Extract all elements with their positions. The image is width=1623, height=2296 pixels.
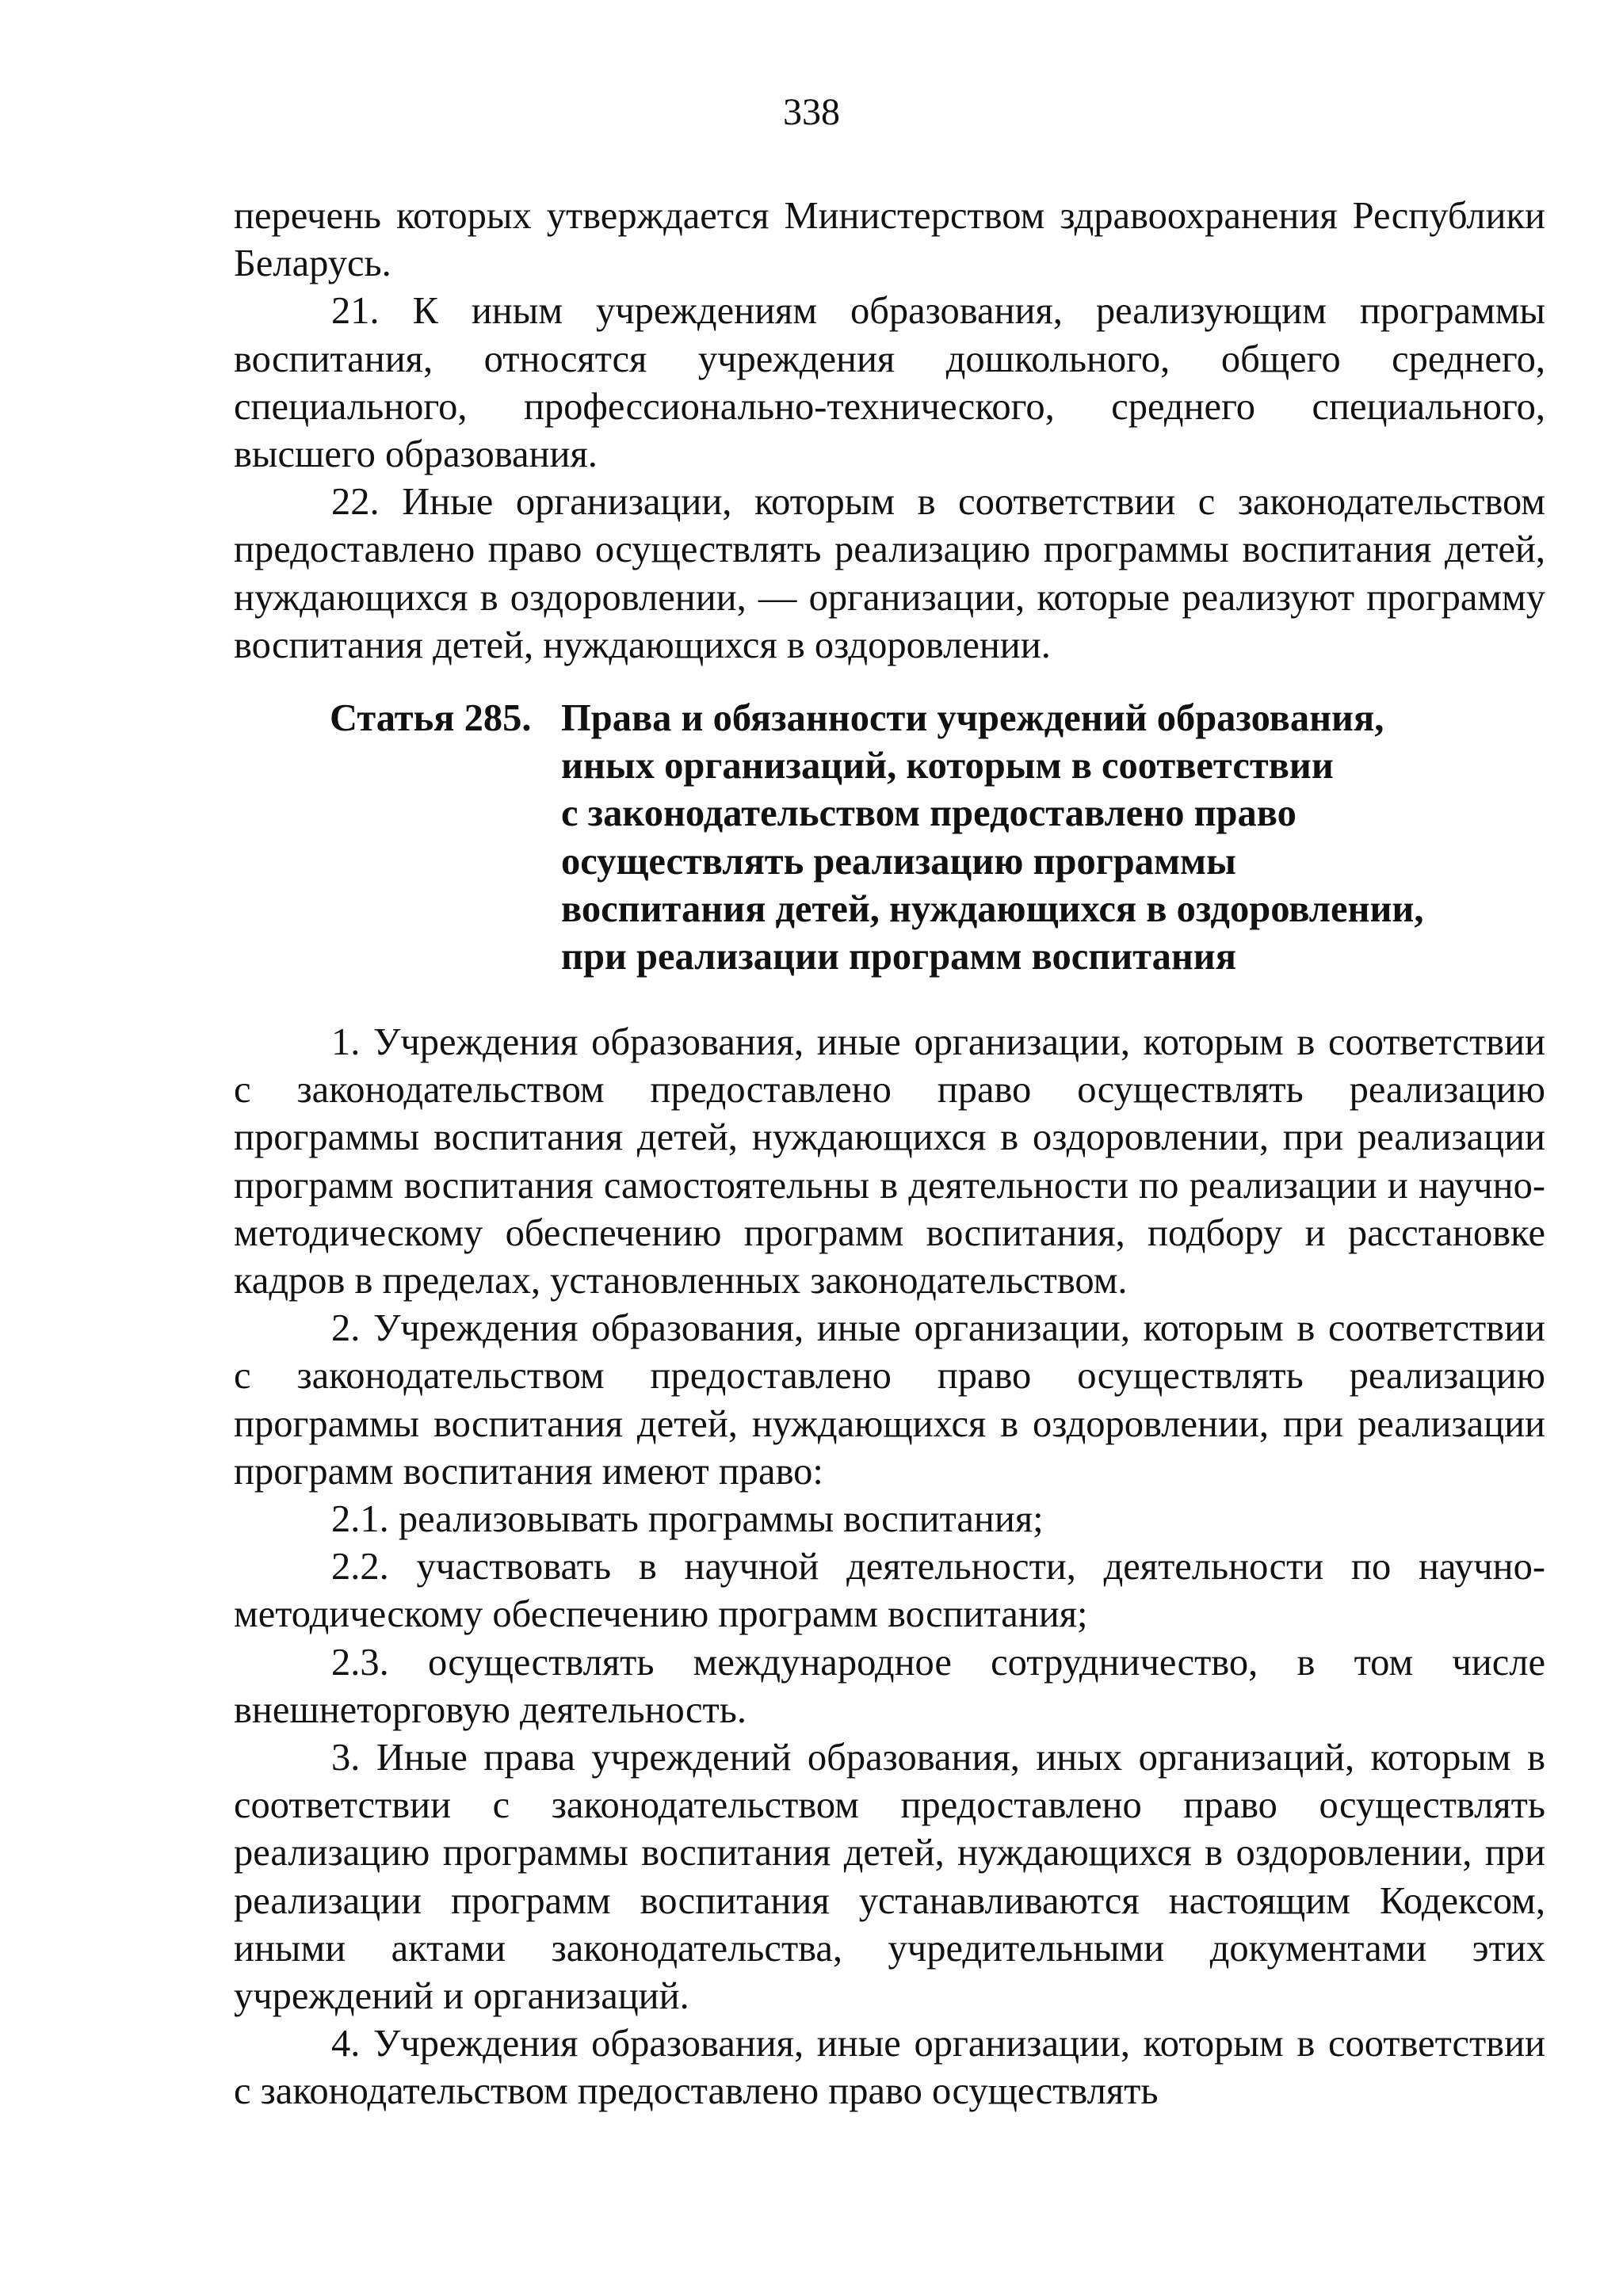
article-title-line: с законодательством предоставлено право	[561, 792, 1296, 835]
paragraph: 4. Учреждения образования, иные организации, которым в соответствии с законодательством предоставлено право осуществлять	[234, 2023, 1545, 2113]
article-title	[561, 695, 1518, 981]
paragraph: 3. Иные права учреждений образования, иных организаций, которым в соответствии с законодательством предоставлено право осуществлять реализацию программы воспитания детей, нуждающихся в оздоровлении, при реализации программ воспитания устанавливаются настоящим Кодексом, иными актами законодательства, учредительными документами этих учреждений и организаций.	[234, 1737, 1545, 2018]
paragraph: 2.2. участвовать в научной деятельности, деятельности по научно-методическому обеспечению программ воспитания;	[234, 1546, 1545, 1636]
paragraph: 1. Учреждения образования, иные организации, которым в соответствии с законодательством предоставлено право осуществлять реализацию программы воспитания детей, нуждающихся в оздоровлении, при реализации программ воспитания самостоятельны в деятельности по реализации и научно-методическому обеспечению программ воспитания, подбору и расстановке кадров в пределах, установленных законодательством.	[234, 1021, 1545, 1302]
article-title-line: осуществлять реализацию программы	[561, 840, 1236, 883]
article-title-line: Права и обязанности учреждений образования,	[561, 697, 1384, 739]
intro-section	[234, 193, 1545, 669]
paragraph: 2.3. осуществлять международное сотрудничество, в том числе внешнеторговую деятельность.	[234, 1641, 1545, 1731]
article-body	[234, 1019, 1545, 2116]
article-title-line: при реализации программ воспитания	[561, 936, 1236, 978]
page-number: 338	[783, 91, 840, 133]
article-title-line: воспитания детей, нуждающихся в оздоровлении,	[561, 887, 1424, 930]
paragraph: 2.1. реализовывать программы воспитания;	[331, 1498, 1044, 1541]
article-label: Статья 285.	[330, 697, 532, 739]
article-title-line: иных организаций, которым в соответствии	[561, 745, 1334, 788]
paragraph: перечень которых утверждается Министерством здравоохранения Республики Беларусь.	[234, 195, 1545, 285]
article-heading	[330, 695, 1518, 981]
paragraph: 2. Учреждения образования, иные организации, которым в соответствии с законодательством предоставлено право осуществлять реализацию программы воспитания детей, нуждающихся в оздоровлении, при реализации программ воспитания имеют право:	[234, 1307, 1545, 1493]
paragraph: 21. К иным учреждениям образования, реализующим программы воспитания, относятся учреждения дошкольного, общего среднего, специального, профессионально-технического, среднего специального, высшего образования.	[234, 290, 1545, 476]
paragraph: 22. Иные организации, которым в соответствии с законодательством предоставлено право осуществлять реализацию программы воспитания детей, нуждающихся в оздоровлении, — организации, которые реализуют программу воспитания детей, нуждающихся в оздоровлении.	[234, 481, 1545, 666]
